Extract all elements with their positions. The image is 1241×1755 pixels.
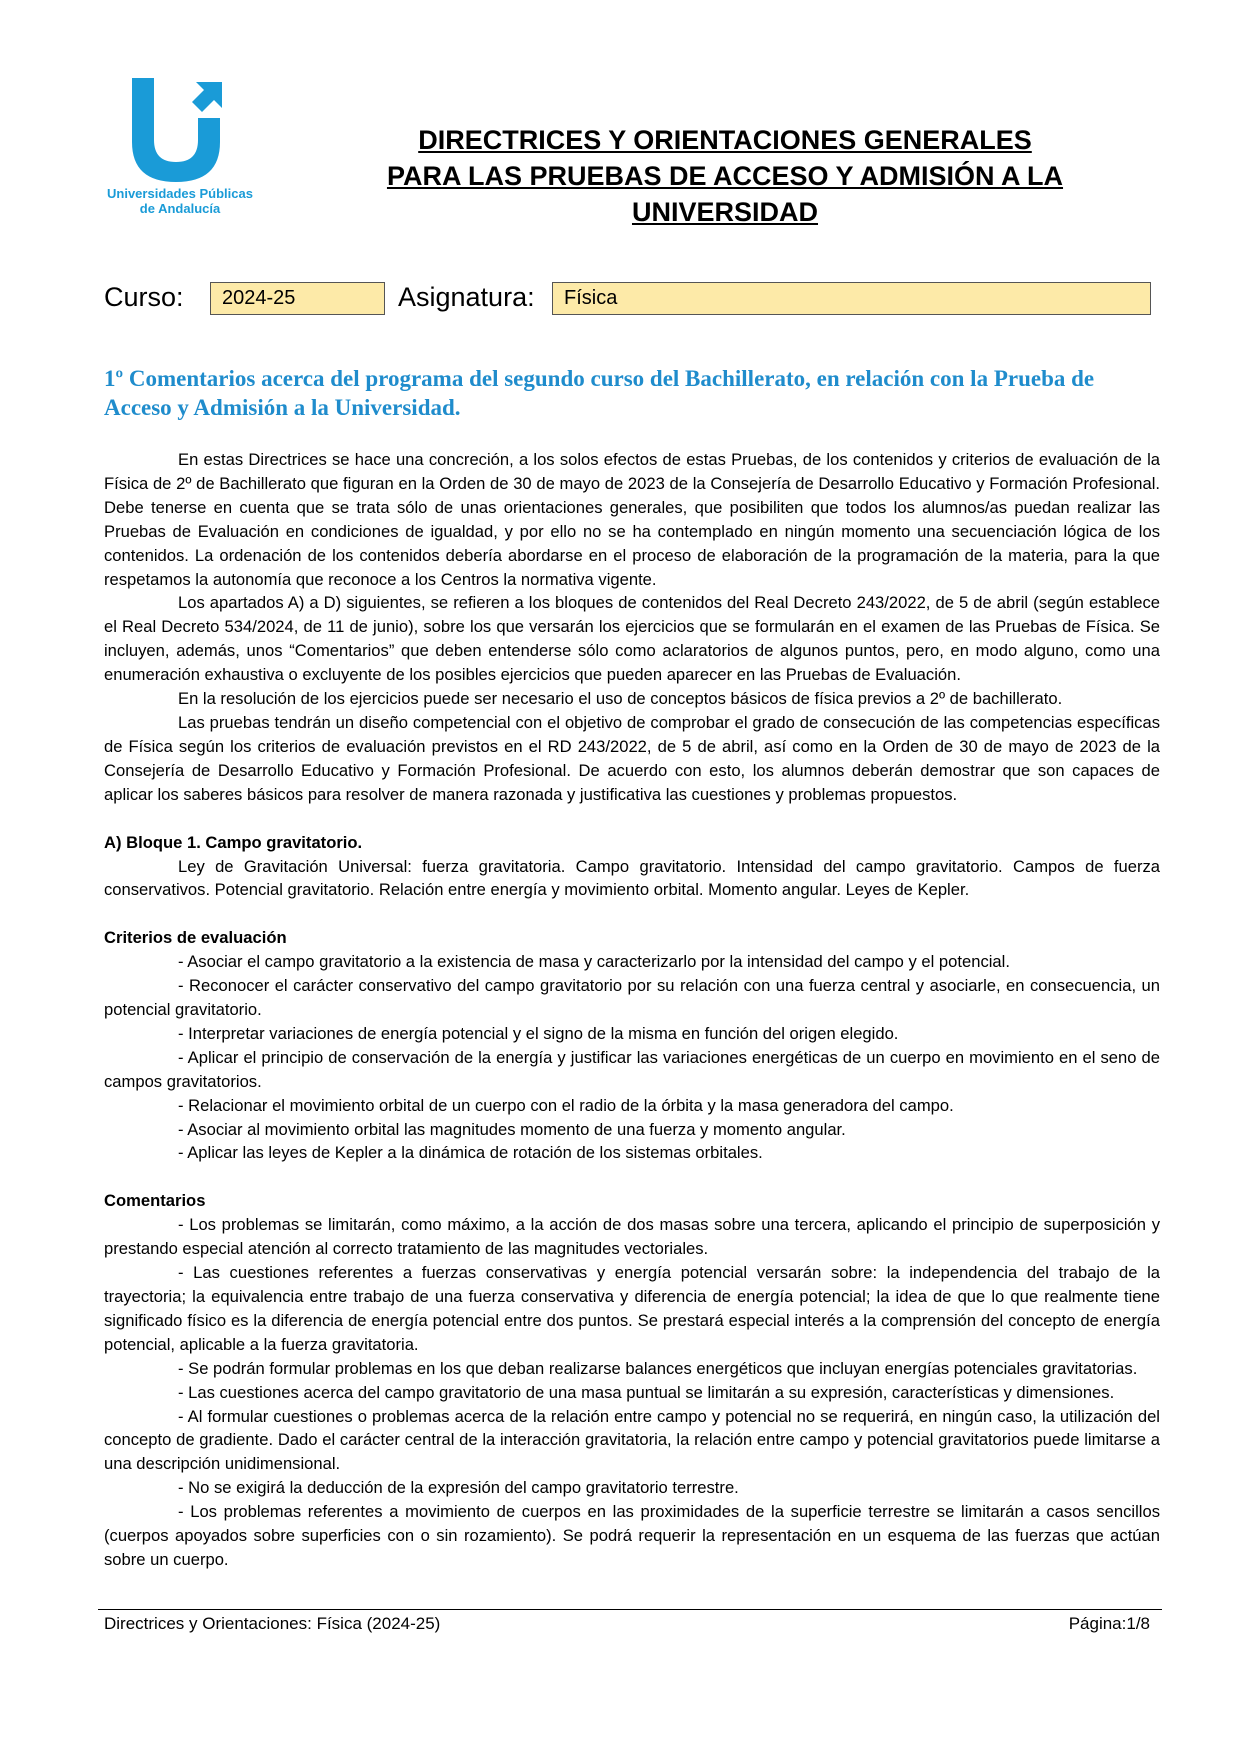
footer-divider	[98, 1609, 1162, 1610]
intro-paragraph: Las pruebas tendrán un diseño competencial con el objetivo de comprobar el grado de consecución de las competencias específicas de Física según los criterios de evaluación previstos en el RD 243/2022, de 5 de abril, así como en la Orden de 30 de mayo de 2023 de la Consejería de Desarrollo Educativo y Formación Profesional. De acuerdo con esto, los alumnos deberán demostrar que son capaces de aplicar los saberes básicos para resolver de manera razonada y justificativa las cuestiones y problemas propuestos.	[104, 712, 1160, 804]
comentario-item: - Los problemas se limitarán, como máximo, a la acción de dos masas sobre una tercera, aplicando el principio de superposición y prestando especial atención al correcto tratamiento de las magnitudes vectoriales.	[104, 1215, 1160, 1259]
comentarios-heading: Comentarios	[104, 1191, 206, 1211]
criterio-item: - Relacionar el movimiento orbital de un cuerpo con el radio de la órbita y la masa generadora del campo.	[178, 1095, 954, 1115]
comentario-item: - Las cuestiones acerca del campo gravitatorio de una masa puntual se limitarán a su expresión, características y dimensiones.	[178, 1382, 1115, 1402]
page-number: Página:1/8	[1068, 1614, 1150, 1633]
logo-text	[100, 186, 260, 216]
section-heading: 1º Comentarios acerca del programa del segundo curso del Bachillerato, en relación con la Prueba de Acceso y Admisión a la Universidad.	[104, 366, 1095, 420]
curso-label: Curso:	[104, 282, 184, 312]
criterio-item: - Aplicar el principio de conservación de la energía y justificar las variaciones energéticas de un cuerpo en movimiento en el seno de campos gravitatorios.	[104, 1047, 1160, 1091]
comentario-item: - Se podrán formular problemas en los que deban realizarse balances energéticos que incluyan energías potenciales gravitatorias.	[178, 1358, 1138, 1378]
university-logo-icon	[130, 78, 230, 183]
intro-paragraph: En la resolución de los ejercicios puede ser necesario el uso de conceptos básicos de física previos a 2º de bachillerato.	[178, 689, 1063, 709]
criterio-item: - Aplicar las leyes de Kepler a la dinámica de rotación de los sistemas orbitales.	[178, 1143, 763, 1163]
document-body	[104, 448, 1160, 1572]
bloque-text: Ley de Gravitación Universal: fuerza gravitatoria. Campo gravitatorio. Intensidad del campo gravitatorio. Campos de fuerza conservativos. Potencial gravitatorio. Relación entre energía y movimiento orbital. Momento angular. Leyes de Kepler.	[104, 856, 1160, 900]
asignatura-field[interactable]: Física	[552, 282, 1151, 315]
comentario-item: - Los problemas referentes a movimiento de cuerpos en las proximidades de la superficie terrestre se limitarán a casos sencillos (cuerpos apoyados sobre superficies con o sin rozamiento). Se podrá requerir la representación en un esquema de las fuerzas que actúan sobre un cuerpo.	[104, 1502, 1160, 1569]
logo-line-2: de Andalucía	[139, 201, 221, 216]
comentario-item: - Las cuestiones referentes a fuerzas conservativas y energía potencial versarán sobre: la independencia del trabajo de la trayectoria; la equivalencia entre trabajo de una fuerza conservativa y diferencia de energía potencial; la idea de que lo que realmente tiene significado físico es la diferencia de energía potencial entre dos puntos. Se prestará especial interés a la comprensión del concepto de energía potencial, aplicable a la fuerza gravitatoria.	[104, 1263, 1160, 1354]
title-line-3: UNIVERSIDAD	[631, 197, 819, 227]
logo-line-1: Universidades Públicas	[107, 186, 253, 201]
criterio-item: - Asociar el campo gravitatorio a la existencia de masa y caracterizarlo por la intensidad del campo y el potencial.	[178, 952, 1010, 972]
criterio-item: - Interpretar variaciones de energía potencial y el signo de la misma en función del origen elegido.	[178, 1023, 899, 1043]
document-title	[300, 122, 1150, 230]
bloque-heading: A) Bloque 1. Campo gravitatorio.	[104, 832, 363, 852]
title-line-2: PARA LAS PRUEBAS DE ACCESO Y ADMISIÓN A LA	[386, 161, 1064, 191]
criterios-heading: Criterios de evaluación	[104, 928, 287, 948]
footer-title: Directrices y Orientaciones: Física (2024-25)	[104, 1614, 441, 1633]
criterio-item: - Asociar al movimiento orbital las magnitudes momento de una fuerza y momento angular.	[178, 1119, 846, 1139]
criterio-item: - Reconocer el carácter conservativo del campo gravitatorio por su relación con una fuerza central y asociarle, en consecuencia, un potencial gravitatorio.	[104, 976, 1160, 1020]
logo	[100, 78, 260, 228]
intro-paragraph: En estas Directrices se hace una concreción, a los solos efectos de estas Pruebas, de los contenidos y criterios de evaluación de la Física de 2º de Bachillerato que figuran en la Orden de 30 de mayo de 2023 de la Consejería de Desarrollo Educativo y Formación Profesional. Debe tenerse en cuenta que se trata sólo de unas orientaciones generales, que posibiliten que todos los alumnos/as puedan realizar las Pruebas de Evaluación en condiciones de igualdad, y por ello no se ha contemplado en ningún momento una secuenciación lógica de los contenidos. La ordenación de los contenidos debería abordarse en el proceso de elaboración de la programación de la materia, para la que respetamos la autonomía que reconoce a los Centros la normativa vigente.	[104, 450, 1160, 589]
curso-field[interactable]: 2024-25	[210, 282, 385, 315]
comentario-item: - No se exigirá la deducción de la expresión del campo gravitatorio terrestre.	[178, 1478, 739, 1498]
title-line-1: DIRECTRICES Y ORIENTACIONES GENERALES	[418, 125, 1032, 155]
asignatura-label: Asignatura:	[398, 282, 535, 312]
intro-paragraph: Los apartados A) a D) siguientes, se refieren a los bloques de contenidos del Real Decreto 243/2022, de 5 de abril (según establece el Real Decreto 534/2024, de 11 de junio), sobre los que versarán los ejercicios que se formularán en el examen de las Pruebas de Física. Se incluyen, además, unos “Comentarios” que deben entenderse sólo como aclaratorios de algunos puntos, pero, en modo alguno, como una enumeración exhaustiva o excluyente de los posibles ejercicios que pueden aparecer en las Pruebas de Evaluación.	[104, 593, 1160, 685]
comentario-item: - Al formular cuestiones o problemas acerca de la relación entre campo y potencial no se requerirá, en ningún caso, la utilización del concepto de gradiente. Dado el carácter central de la interacción gravitatoria, la relación entre campo y potencial gravitatorios puede limitarse a una descripción unidimensional.	[104, 1406, 1160, 1474]
